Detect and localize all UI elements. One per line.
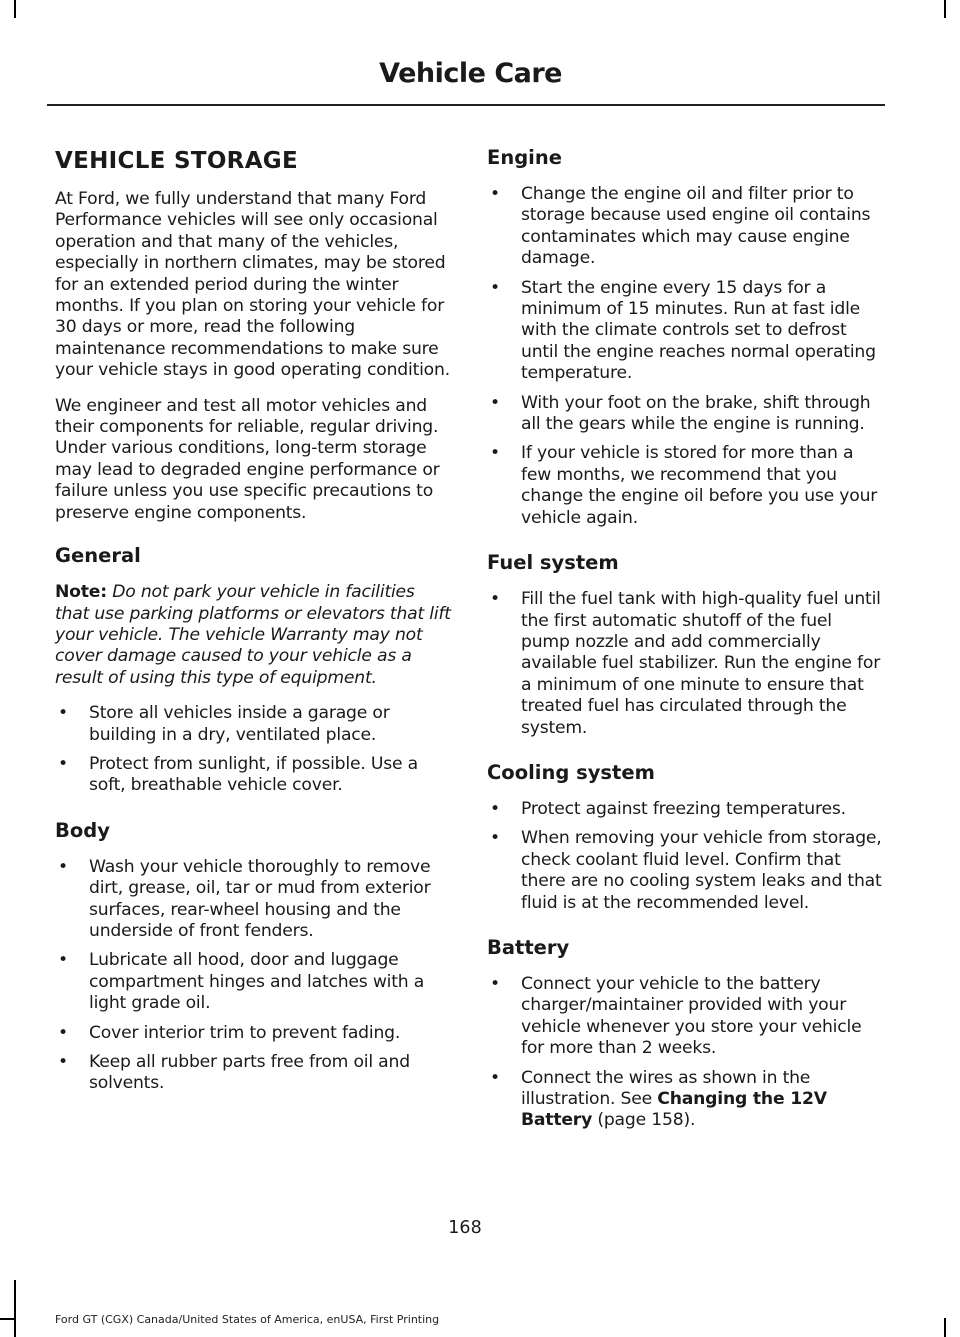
list-item: • Connect your vehicle to the battery charger/maintainer provided with your vehicle whenever you store your vehicle for more than 2 weeks. xyxy=(490,973,862,1059)
crop-mark-top-left-vertical xyxy=(14,0,16,18)
page-number: 168 xyxy=(448,1218,482,1238)
bullet: • xyxy=(490,184,500,204)
list-item: • Change the engine oil and filter prior to storage because used engine oil contains contaminates which may cause engine damage. xyxy=(490,184,871,269)
engine-list xyxy=(487,184,883,529)
battery-list xyxy=(487,974,883,1132)
section-title: Vehicle Care xyxy=(379,58,562,89)
note-text: Do not park your vehicle in facilities that use parking platforms or elevators that lift your vehicle. The vehicle Warranty may not cover damage caused to your vehicle as a result of using this type of equipment. xyxy=(55,582,451,688)
bullet: • xyxy=(490,1067,500,1088)
battery-heading: Battery xyxy=(487,935,570,959)
list-item: • Store all vehicles inside a garage or building in a dry, ventilated place. xyxy=(58,703,390,745)
bullet: • xyxy=(58,753,68,774)
body-list xyxy=(55,857,453,1095)
list-item: • Protect against freezing temperatures. xyxy=(490,798,846,819)
list-item: • Connect the wires as shown in the illustration. See Changing the 12V Battery (page 158). xyxy=(490,1067,827,1131)
bullet: • xyxy=(490,798,500,819)
intro-paragraph-1: At Ford, we fully understand that many Ford Performance vehicles will see only occasional operation and that many of the vehicles, especially in northern climates, may be stored for an extended period during the winter months. If you plan on storing your vehicle for 30 days or more, read the following maintenance recommendations to make sure your vehicle stays in good operating condition. xyxy=(55,189,450,381)
bullet: • xyxy=(490,392,500,413)
list-item: • Lubricate all hood, door and luggage compartment hinges and latches with a light grade oil. xyxy=(58,950,425,1014)
header-divider xyxy=(47,104,885,106)
engine-heading: Engine xyxy=(487,146,562,169)
crop-mark-top-right-vertical xyxy=(944,0,946,18)
footer-text: Ford GT (CGX) Canada/United States of America, enUSA, First Printing xyxy=(55,1313,440,1326)
list-item: • Cover interior trim to prevent fading. xyxy=(58,1022,401,1043)
bullet: • xyxy=(58,950,68,971)
fuel-list xyxy=(487,589,883,739)
right-column xyxy=(487,140,883,1140)
note-label: Note: xyxy=(55,582,107,603)
crop-mark-bottom-right-vertical xyxy=(944,1318,946,1337)
note-paragraph xyxy=(55,582,453,689)
crop-mark-bottom-left-horizontal xyxy=(0,1318,16,1320)
cross-reference-link[interactable]: Changing the 12V Battery xyxy=(521,1089,827,1131)
list-item: • If your vehicle is stored for more than a few months, we recommend that you change the engine oil before you use your vehicle again. xyxy=(490,443,878,528)
list-item: • Protect from sunlight, if possible. Use a soft, breathable vehicle cover. xyxy=(58,753,418,796)
cooling-system-heading: Cooling system xyxy=(487,760,655,784)
bullet: • xyxy=(490,828,500,849)
bullet: • xyxy=(490,277,500,298)
list-item: • Keep all rubber parts free from oil and solvents. xyxy=(58,1052,410,1094)
body-heading: Body xyxy=(55,818,110,842)
crop-mark-bottom-left-vertical xyxy=(14,1280,16,1337)
fuel-system-heading: Fuel system xyxy=(487,551,619,575)
list-item: • With your foot on the brake, shift through all the gears while the engine is running. xyxy=(490,392,871,435)
list-item: • Start the engine every 15 days for a minimum of 15 minutes. Run at fast idle with the climate controls set to defrost until the engine reaches normal operating temperature. xyxy=(490,277,876,384)
list-item: • Wash your vehicle thoroughly to remove dirt, grease, oil, tar or mud from exterior surfaces, rear-wheel housing and the underside of front fenders. xyxy=(58,856,431,941)
left-column xyxy=(55,140,453,1103)
general-heading: General xyxy=(55,544,141,568)
intro-paragraph-2: We engineer and test all motor vehicles and their components for reliable, regular driving. Under various conditions, long-term storage may lead to degraded engine performance or failure unless you use specific precautions to preserve engine components. xyxy=(55,395,440,523)
list-item: • When removing your vehicle from storage, check coolant fluid level. Confirm that there are no cooling system leaks and that fluid is at the recommended level. xyxy=(490,828,882,913)
bullet: • xyxy=(58,703,68,724)
bullet: • xyxy=(58,1022,68,1043)
general-list xyxy=(55,703,453,797)
list-item: • Fill the fuel tank with high-quality fuel until the first automatic shutoff of the fuel pump nozzle and add commercially available fuel stabilizer. Run the engine for a minimum of one minute to ensure that treated fuel has circulated through the system. xyxy=(490,589,881,738)
bullet: • xyxy=(490,443,500,464)
bullet: • xyxy=(58,856,68,877)
page-heading: VEHICLE STORAGE xyxy=(55,148,298,174)
bullet: • xyxy=(490,973,500,994)
bullet: • xyxy=(58,1052,68,1072)
cooling-list xyxy=(487,799,883,914)
bullet: • xyxy=(490,589,500,610)
